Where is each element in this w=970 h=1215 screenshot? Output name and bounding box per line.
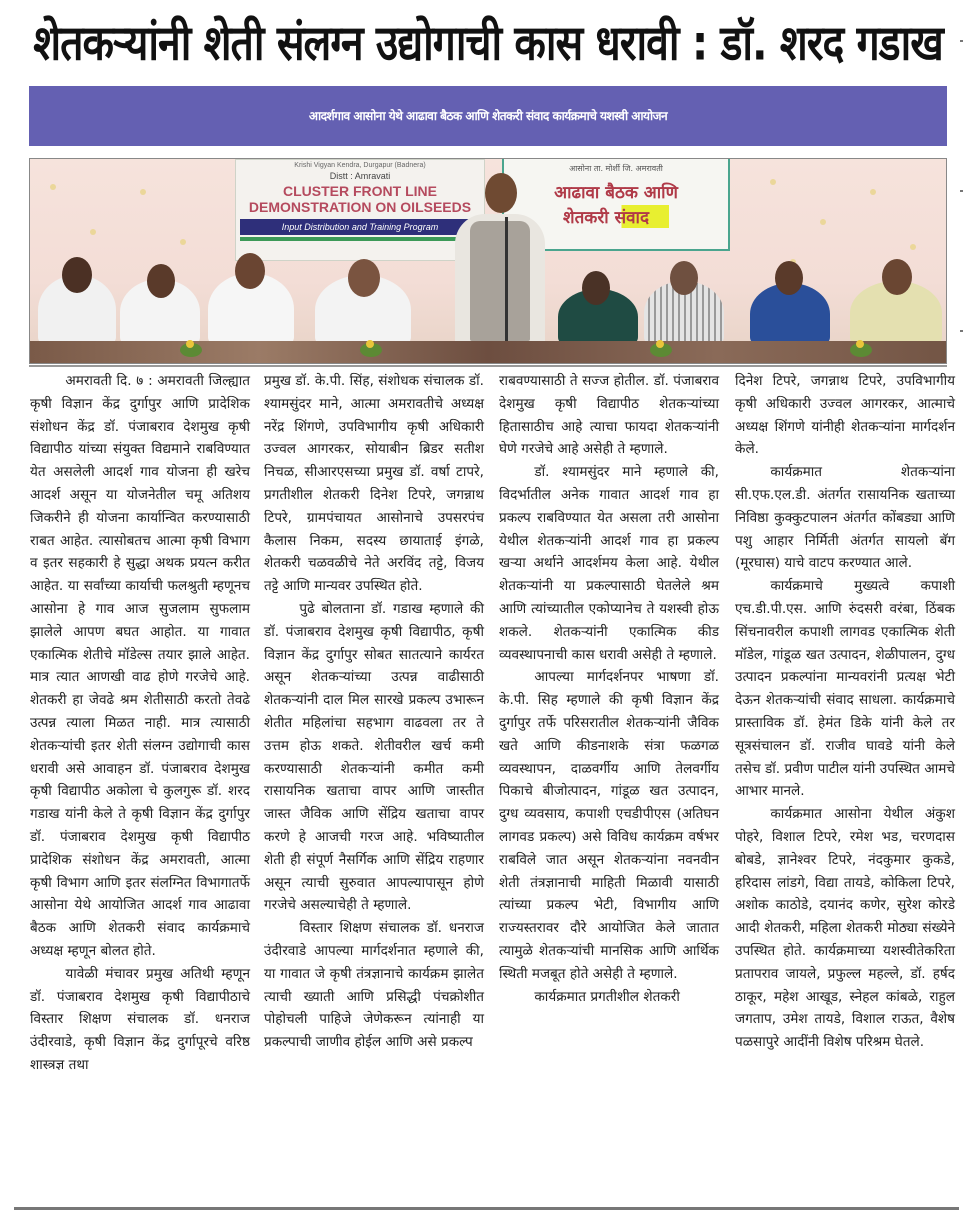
event-photo — [29, 158, 947, 364]
person-head — [775, 261, 803, 295]
banner-right-line2: आढावा बैठक आणि — [554, 183, 678, 203]
paragraph: प्रमुख डॉ. के.पी. सिंह, संशोधक संचालक डॉ. श्यामसुंदर माने, आत्मा अमरावतीचे अध्यक्ष नरेंद्र शिंगणे, उपविभागीय कृषी अधिकारी उज्वल आगरकर, सोयाबीन ब्रिडर सतीश निचळ, सीआरएसच्या प्रमुख डॉ. वर्षा टापरे, प्रगतीशील शेतकरी दिनेश टिपरे, जगन्नाथ टिपरे, ग्रामपंचायत आसोनाचे उपसरपंच कैलास निकम, सदस्य छायाताई इंगळे, शेतकरी चळवळीचे नेते अरविंद तट्टे, विजय तट्टे आणि मान्यवर उपस्थित होते. — [264, 373, 484, 595]
page-bottom-rule — [14, 1207, 959, 1210]
paragraph: राबवण्यासाठी ते सज्ज होतील. डॉ. पंजाबराव देशमुख कृषी विद्यापीठ शेतकऱ्यांच्या हितासाठीच आहे त्याचा फायदा शेतकऱ्यांनी घेणे गरजेचे आहे असेही ते म्हणाले. — [499, 373, 719, 458]
banner-left-line3: CLUSTER FRONT LINE — [283, 183, 437, 199]
paragraph: अमरावती दि. ७ : अमरावती जिल्ह्यात कृषी विज्ञान केंद्र दुर्गापुर आणि प्रादेशिक संशोधन केंद्र डॉ. पंजाबराव देशमुख कृषी विद्यापीठ यांच्या संयुक्त विद्यमाने राबविण्यात येत असलेली आदर्श गाव योजना ही खरेच आदर्श असून या योजनेतील चमू अतिशय जिकरीने ही योजना कार्यान्वित करण्यासाठी राबत आहेत. त्यासोबतच आत्मा कृषी विभाग व इतर सहकारी हे सुद्धा अथक प्रयत्न करीत आहेत. या सर्वांच्या कार्याची फलश्रुती म्हणूनच आसोना हे गाव आज सुजलाम सुफलाम झालेले आपण बघत आहोत. या गावात एकात्मिक शेतीचे मॉडेल्स तयार झाले आहेत. मात्र त्यात आणखी वाढ होणे गरजेचे आहे. शेतकरी हा जेवढे श्रम शेतीसाठी करतो तेवढे उत्पन्न त्याला मिळत नाही. मात्र त्यासाठी शेतकऱ्यांची इतर शेती संलग्न उद्योगाची कास धरावी असे आवाहन डॉ. पंजाबराव देशमुख कृषी विद्यापीठ अकोला चे कुलगुरू डॉ. शरद गडाख यांनी केले ते कृषी विज्ञान केंद्र दुर्गापुर डॉ. पंजाबराव देशमुख कृषी विद्यापीठ प्रादेशिक संशोधन केंद्र अमरावती, आत्मा कृषी विभाग आणि इतर संलग्नित विभागातर्फे आसोना येथे आयोजित आदर्श गाव आढावा बैठक आणि शेतकरी संवाद कार्यक्रमाचे अध्यक्ष म्हणून बोलत होते. — [30, 373, 250, 959]
person-head — [670, 261, 698, 295]
headline: शेतकऱ्यांनी शेती संलग्न उद्योगाची कास धरावी : डॉ. शरद गडाख — [33, 14, 943, 72]
banner-left-stripe — [240, 237, 480, 241]
paragraph: यावेळी मंचावर प्रमुख अतिथी म्हणून डॉ. पंजाबराव देशमुख कृषी विद्यापीठाचे विस्तार शिक्षण संचालक डॉ. धनराज उंदीरवाडे, कृषी विज्ञान केंद्र दुर्गापूरचे वरिष्ठ शास्त्रज्ञ तथा — [30, 965, 250, 1073]
photo-banner-left — [235, 159, 485, 261]
subheadline-banner: आदर्शगाव आसोना येथे आढावा बैठक आणि शेतकरी संवाद कार्यक्रमाचे यशस्वी आयोजन — [29, 86, 947, 146]
banner-left-line2: Distt : Amravati — [329, 171, 391, 181]
paragraph: आपल्या मार्गदर्शनपर भाषणा डॉ. के.पी. सिह म्हणाले की कृषी विज्ञान केंद्र दुर्गापुर तर्फे परिसरातील शेतकऱ्यांनी जैविक खते आणि कीडनाशके संत्रा फळगळ व्यवस्थापन, दाळवर्गीय आणि तेलवर्गीय पिकाचे बीजोत्पादन, गांडूळ खत उत्पादन, दुग्ध व्यवसाय, कपाशी एचडीपीएस (अतिघन लागवड प्रकल्प) असे विविध कार्यक्रम वर्षभर राबविले जात असून शेतकऱ्यांना नवनवीन शेती तंत्रज्ञानाची माहिती मिळावी यासाठी त्यांच्या प्रकल्प भेटी, विभागीय आणि राज्यस्तरावर दौरे आयोजित केले जातात त्यामुळे शेतकऱ्यांची मानसिक आणि आर्थिक स्थिती मजबूत होते असेही ते म्हणाले. — [499, 669, 719, 982]
banner-right-line3: शेतकरी संवाद — [563, 205, 669, 228]
person-head — [235, 253, 265, 289]
banner-left-line4: DEMONSTRATION ON OILSEEDS — [248, 199, 472, 215]
banner-left-line5: Input Distribution and Training Program — [240, 219, 480, 235]
speaker-vest — [470, 221, 530, 341]
photo-bottom-rule — [29, 365, 947, 367]
article-column-2 — [264, 370, 484, 1054]
paragraph: डॉ. श्यामसुंदर माने म्हणाले की, विदर्भातील अनेक गावात आदर्श गाव हा प्रकल्प राबविण्यात येत असला तरी आसोना येथील शेतकऱ्यांनी आदर्श गाव हा प्रकल्प खऱ्या अर्थाने आदर्शमय केला आहे. येथील शेतकऱ्यांनी या प्रकल्पासाठी घेतलेले श्रम आणि त्यांच्यातील एकोप्यानेच ते यशस्वी होऊ शकले. शेतकऱ्यांनी एकात्मिक कीड व्यवस्थापनाची कास धरावी असेही ते म्हणाले. — [499, 464, 719, 663]
paragraph: पुढे बोलताना डॉ. गडाख म्हणाले की डॉ. पंजाबराव देशमुख कृषी विद्यापीठ, कृषी विज्ञान केंद्र दुर्गापुर सोबत सातत्याने कार्यरत असून शेतकऱ्यांच्या उत्पन्न वाढीसाठी शेतकऱ्यांनी दाल मिल सारखे प्रकल्प उभारून शेतीत महिलांचा सहभाग वाढवला तर ते उत्तम होऊ शकते. शेतीवरील खर्च कमी करण्यासाठी शेतकऱ्यांनी कमीत कमी रासायनिक खताचा वापर आणि जास्तीत जास्त जैविक आणि सेंद्रिय खताचा वापर करणे हे आजची गरज आहे. भविष्यातील शेती ही संपूर्ण नैसर्गिक आणि सेंद्रिय राहणार असून त्याची सुरुवात आपल्यापासून होणे गरजेचे असल्याचेही ते म्हणाले. — [264, 600, 484, 914]
edge-mark — [960, 40, 963, 42]
person-head — [348, 259, 380, 297]
person-head — [147, 264, 175, 298]
flower-decoration — [650, 343, 672, 357]
banner-left-line1: Krishi Vigyan Kendra, Durgapur (Badnera) — [294, 162, 426, 169]
paragraph: दिनेश टिपरे, जगन्नाथ टिपरे, उपविभागीय कृषी अधिकारी उज्वल आगरकर, आत्माचे अध्यक्ष शिंगणे यांनीही शेतकऱ्यांना मार्गदर्शन केले. — [735, 373, 955, 458]
edge-mark — [960, 190, 963, 192]
paragraph: कार्यक्रमात शेतकऱ्यांना सी.एफ.एल.डी. अंतर्गत रासायनिक खताच्या निविष्ठा कुक्कुटपालन अंतर्गत कोंबड्या आणि पशु आहार निर्मिती अंतर्गत सायलो बॅग (मूरघास) याचे वाटप करण्यात आले. — [735, 464, 955, 572]
paragraph: कार्यक्रमाचे मुख्यत्वे कपाशी एच.डी.पी.एस. आणि रुंदसरी वरंबा, ठिंबक सिंचनावरील कपाशी लागवड एकात्मिक शेती मॉडेल, गांडूळ खत उत्पादन, शेळीपालन, दुग्ध उत्पादन प्रकल्पांना मान्यवरांनी प्रत्यक्ष भेटी देऊन शेतकऱ्यांची संवाद साधला. कार्यक्रमाचे प्रास्ताविक डॉ. हेमंत डिके यांनी केले तर सूत्रसंचालन डॉ. राजीव घावडे यांनी केले तसेच डॉ. प्रवीण पाटील यांनी उपस्थित आमचे आभार मानले. — [735, 578, 955, 800]
person-head — [582, 271, 610, 305]
article-column-1 — [30, 370, 250, 1077]
flower-decoration — [850, 343, 872, 357]
paragraph: कार्यक्रमात प्रगतीशील शेतकरी — [534, 988, 680, 1005]
table — [30, 341, 946, 363]
flower-decoration — [360, 343, 382, 357]
article-column-3 — [499, 370, 719, 1008]
banner-right-line1: आसोना ता. मोर्शी जि. अमरावती — [569, 164, 663, 173]
flower-decoration — [180, 343, 202, 357]
speaker-head — [485, 173, 517, 213]
paragraph: कार्यक्रमात आसोना येथील अंकुश पोहरे, विशाल टिपरे, रमेश भड, चरणदास बोबडे, ज्ञानेश्वर टिपरे, नंदकुमार कुकडे, हरिदास लांडगे, विद्या तायडे, कोकिला टिपरे, अशोक काठोडे, दयानंद कणेर, सुरेश कोरडे आदी शेतकरी, महिला शेतकरी मोठ्या संख्येने उपस्थित होते. कार्यक्रमाच्या यशस्वीतेकरिता प्रतापराव जायले, प्रफुल्ल महल्ले, डॉ. हर्षद ठाकूर, महेश आखूड, स्नेहल कांबळे, राहुल जगताप, उमेश तायडे, विशाल राऊत, वैशेष पळसापुरे आदींनी विशेष परिश्रम घेतले. — [735, 806, 955, 1051]
article-column-4 — [735, 370, 955, 1054]
paragraph: विस्तार शिक्षण संचालक डॉ. धनराज उंदीरवाडे आपल्या मार्गदर्शनात म्हणाले की, या गावात जे कृषी तंत्रज्ञानाचे कार्यक्रम झालेत त्याची ख्याती आणि प्रसिद्धी पंचक्रोशीत पोहोचली पाहिजे जेणेकरून त्यांनाही या प्रकल्पाची जाणीव होईल आणि असे प्रकल्प — [264, 920, 484, 1051]
edge-mark — [960, 330, 963, 332]
person-head — [882, 259, 912, 295]
person-head — [62, 257, 92, 293]
